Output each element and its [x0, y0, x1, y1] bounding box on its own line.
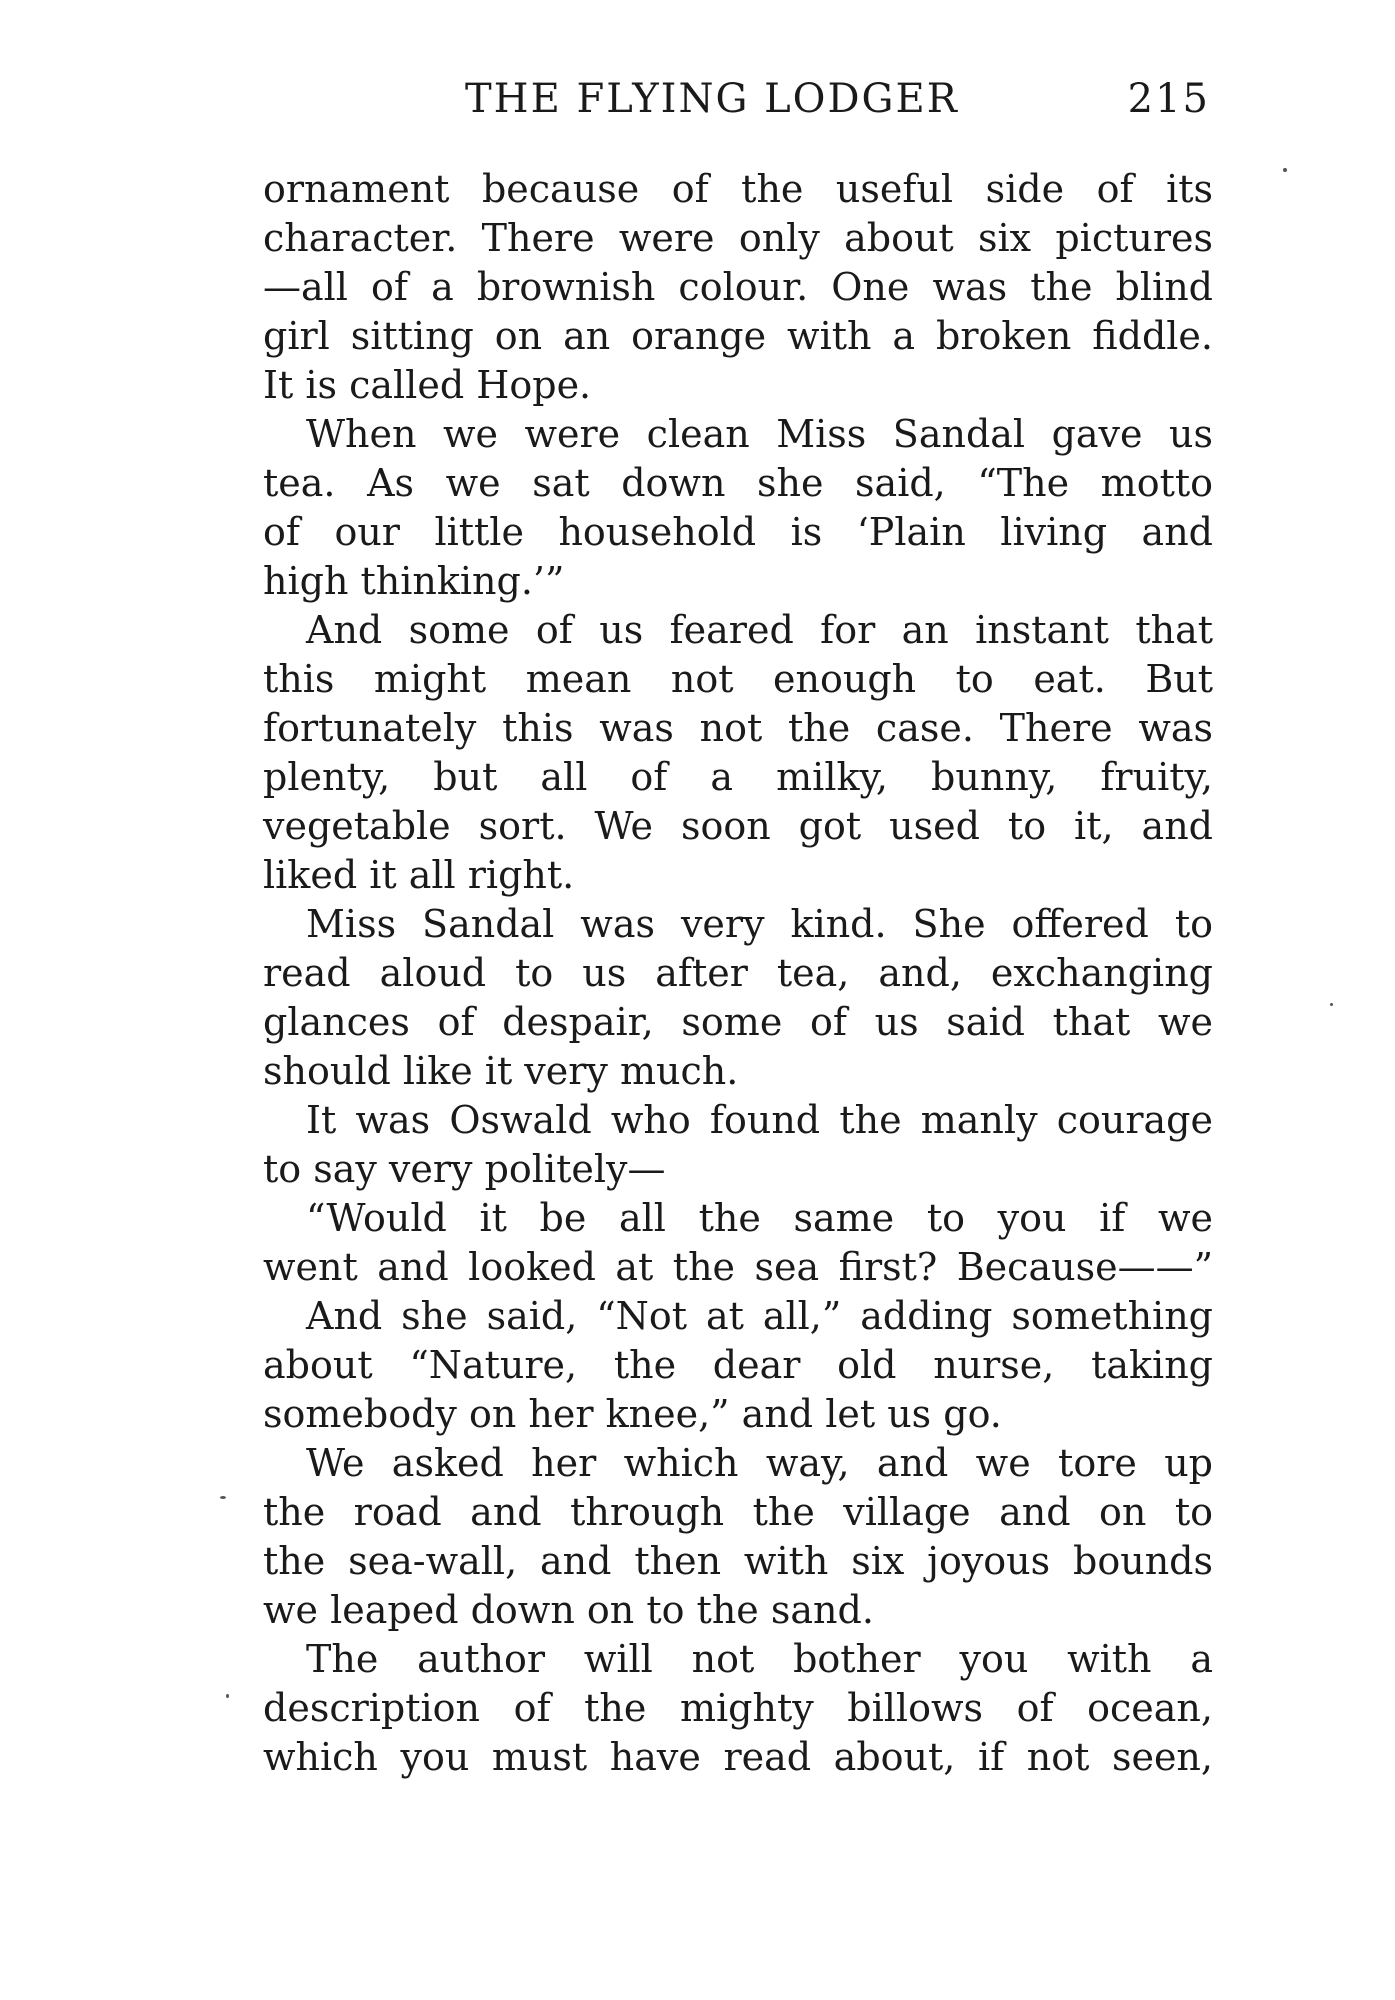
text-line: the road and through the village and on to [263, 1490, 1213, 1534]
text-line: plenty, but all of a milky, bunny, fruity, [263, 755, 1213, 799]
text-line: The author will not bother you with a [306, 1637, 1213, 1681]
text-line: When we were clean Miss Sandal gave us [306, 412, 1213, 456]
scan-speck [220, 1496, 226, 1499]
text-line: It is called Hope. [263, 363, 592, 407]
text-line: about “Nature, the dear old nurse, taking [263, 1343, 1213, 1387]
text-line: girl sitting on an orange with a broken fiddle. [263, 314, 1213, 358]
text-line: character. There were only about six pictures [263, 216, 1213, 260]
body-text [263, 165, 1213, 1815]
scan-speck [1330, 1003, 1333, 1006]
text-line: to say very politely— [263, 1147, 666, 1191]
text-line: description of the mighty billows of ocean, [263, 1686, 1213, 1730]
text-line: —all of a brownish colour. One was the blind [263, 265, 1213, 309]
text-line: vegetable sort. We soon got used to it, and [263, 804, 1213, 848]
text-line: And she said, “Not at all,” adding something [306, 1294, 1213, 1338]
text-line: went and looked at the sea first? Because——” [263, 1245, 1213, 1289]
text-line: fortunately this was not the case. There was [263, 706, 1213, 750]
text-line: It was Oswald who found the manly courage [306, 1098, 1213, 1142]
text-line: this might mean not enough to eat. But [263, 657, 1213, 701]
scan-speck [226, 1694, 229, 1698]
text-line: We asked her which way, and we tore up [306, 1441, 1213, 1485]
text-line: should like it very much. [263, 1049, 739, 1093]
text-line: And some of us feared for an instant that [306, 608, 1213, 652]
running-title: THE FLYING LODGER [465, 76, 959, 122]
page-number: 215 [1127, 76, 1210, 122]
running-head [465, 76, 1210, 136]
text-line: which you must have read about, if not seen, [263, 1735, 1213, 1779]
text-line: tea. As we sat down she said, “The motto [263, 461, 1213, 505]
text-line: read aloud to us after tea, and, exchanging [263, 951, 1213, 995]
text-line: high thinking.’” [263, 559, 565, 603]
text-line: “Would it be all the same to you if we [306, 1196, 1213, 1240]
text-line: of our little household is ‘Plain living and [263, 510, 1213, 554]
text-line: glances of despair, some of us said that we [263, 1000, 1213, 1044]
scan-speck [1283, 168, 1287, 172]
text-line: we leaped down on to the sand. [263, 1588, 874, 1632]
text-line: Miss Sandal was very kind. She offered to [306, 902, 1213, 946]
text-line: the sea-wall, and then with six joyous bounds [263, 1539, 1213, 1583]
text-line: liked it all right. [263, 853, 575, 897]
text-line: somebody on her knee,” and let us go. [263, 1392, 1002, 1436]
text-line: ornament because of the useful side of its [263, 167, 1213, 211]
